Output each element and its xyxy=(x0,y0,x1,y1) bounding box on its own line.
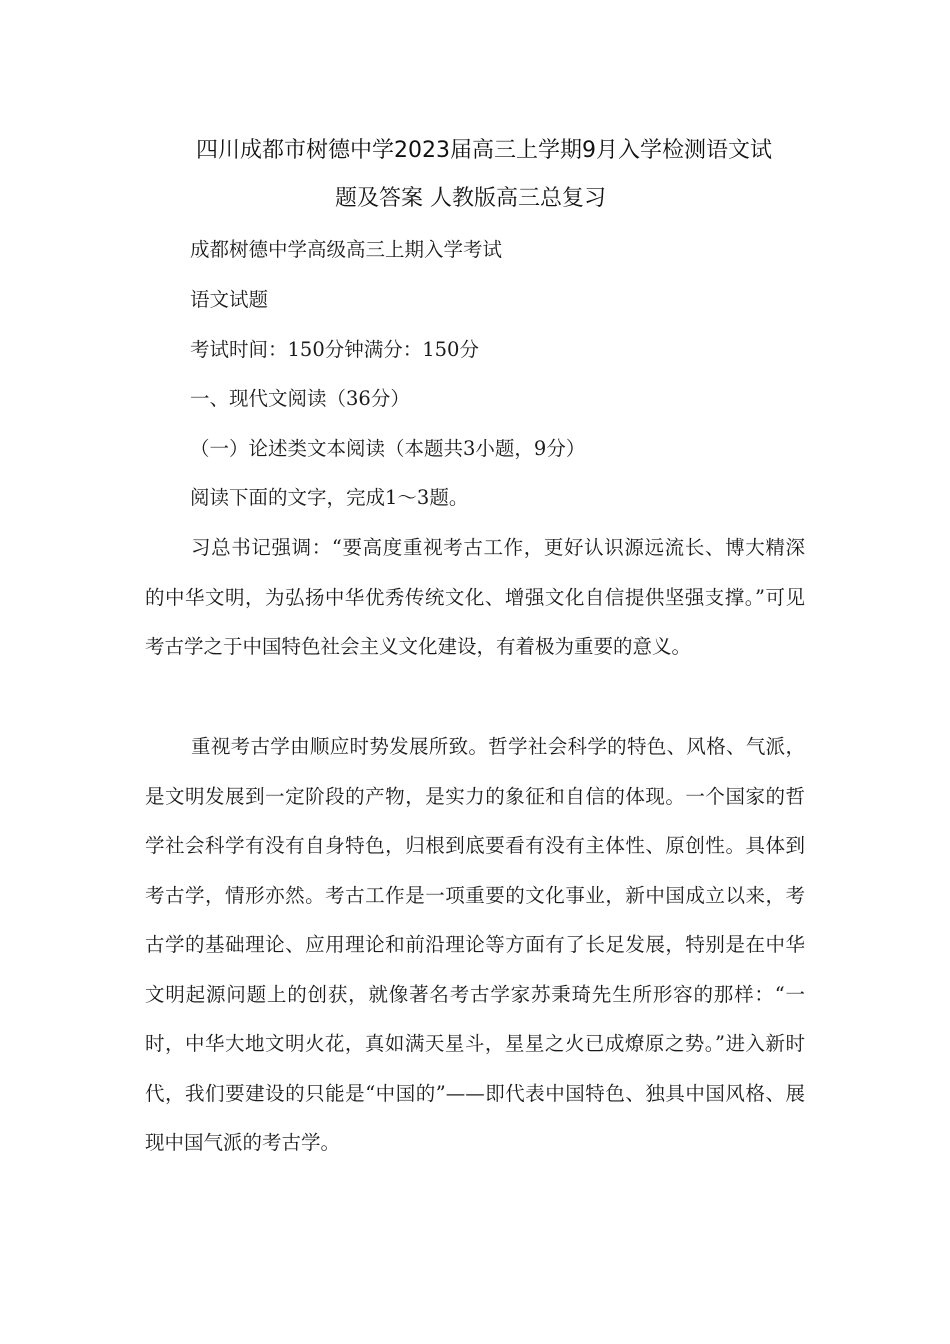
exam-time-score: 考试时间：150分钟满分：150分 xyxy=(190,338,479,361)
body-paragraph-2: 重视考古学由顺应时势发展所致。哲学社会科学的特色、风格、气派，是文明发展到一定阶段的产物，是实力的象征和自信的体现。一个国家的哲学社会科学有没有自身特色，归根到底要看有没有主体性、原创性。具体到考古学，情形亦然。考古工作是一项重要的文化事业，新中国成立以来，考古学的基础理论、应用理论和前沿理论等方面有了长足发展，特别是在中华文明起源问题上的创获，就像著名考古学家苏秉琦先生所形容的那样：“一时，中华大地文明火花，真如满天星斗，星星之火已成燎原之势。”进入新时代，我们要建设的只能是“中国的”——即代表中国特色、独具中国风格、展现中国气派的考古学。 xyxy=(145,735,805,1154)
body-paragraph-1: 习总书记强调：“要高度重视考古工作，更好认识源远流长、博大精深的中华文明，为弘扬中华优秀传统文化、增强文化自信提供坚强支撑。”可见考古学之于中国特色社会主义文化建设，有着极为重要的意义。 xyxy=(145,536,805,658)
document-title-line2: 题及答案 人教版高三总复习 xyxy=(335,186,606,211)
subject-name: 语文试题 xyxy=(190,288,269,311)
section-heading: 一、现代文阅读（36分） xyxy=(190,387,410,410)
document-title-line1: 四川成都市树德中学2023届高三上学期9月入学检测语文试 xyxy=(196,138,772,163)
reading-instruction: 阅读下面的文字，完成1～3题。 xyxy=(190,486,469,509)
subsection-heading: （一）论述类文本阅读（本题共3小题，9分） xyxy=(190,437,586,460)
school-exam-name: 成都树德中学高级高三上期入学考试 xyxy=(190,238,503,261)
